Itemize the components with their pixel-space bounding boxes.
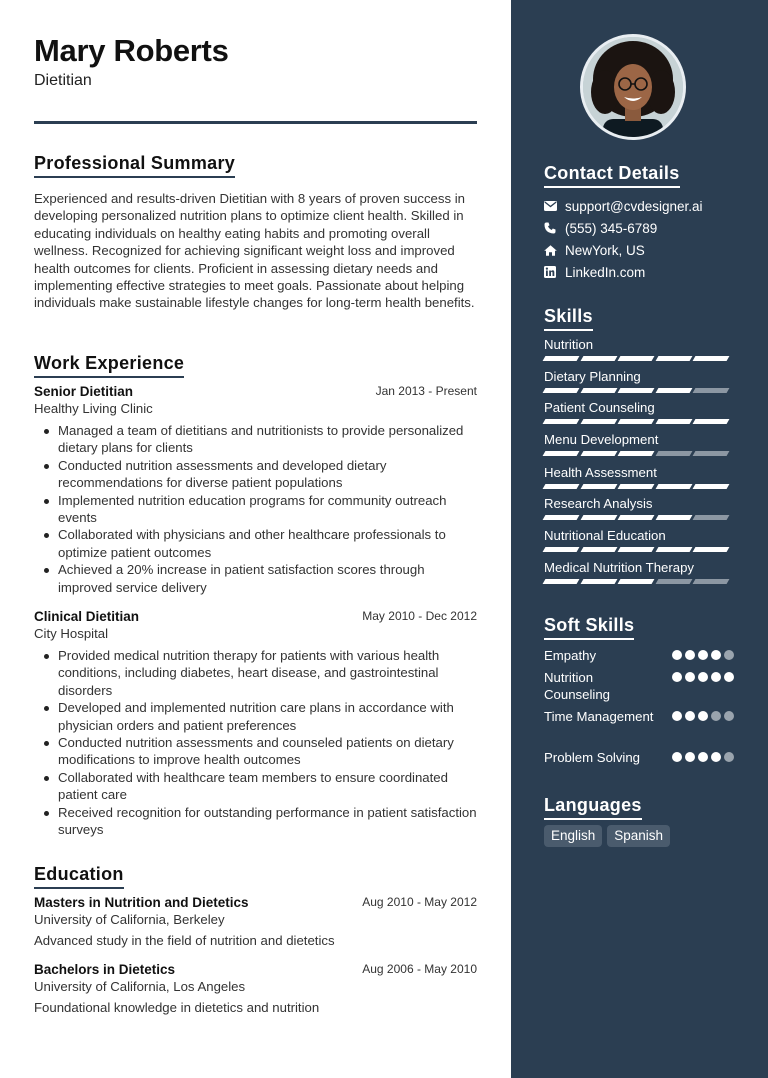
candidate-title: Dietitian xyxy=(34,72,92,89)
education-entry xyxy=(34,894,477,948)
rating-dot xyxy=(711,752,721,762)
list-item: Collaborated with healthcare team members to ensure coordinated patient care xyxy=(34,769,477,804)
skill-level-bar xyxy=(544,515,734,520)
skill-segment xyxy=(693,515,729,520)
skill-segment xyxy=(580,484,616,489)
skill-segment xyxy=(655,388,691,393)
skill-item xyxy=(544,337,734,361)
list-item: Developed and implemented nutrition care plans in accordance with physician orders and patient preferences xyxy=(34,699,477,734)
languages-heading: Languages xyxy=(544,795,642,820)
candidate-name: Mary Roberts xyxy=(34,33,229,68)
skill-level-bar xyxy=(544,451,734,456)
work-heading: Work Experience xyxy=(34,353,184,378)
rating-dot xyxy=(672,650,682,660)
job-bullets xyxy=(34,647,477,838)
skill-name: Menu Development xyxy=(544,432,659,447)
skill-segment xyxy=(618,388,654,393)
skill-item xyxy=(544,369,734,393)
skill-segment xyxy=(655,419,691,424)
skill-level-bar xyxy=(544,484,734,489)
skills-heading: Skills xyxy=(544,306,593,331)
skill-segment xyxy=(655,515,691,520)
soft-skill-item xyxy=(544,708,734,725)
soft-skill-name: Time Management xyxy=(544,709,654,724)
soft-skill-rating xyxy=(672,711,734,721)
skill-level-bar xyxy=(544,388,734,393)
rating-dot xyxy=(724,672,734,682)
envelope-icon xyxy=(544,201,565,211)
skill-segment xyxy=(618,515,654,520)
skill-level-bar xyxy=(544,547,734,552)
skill-segment xyxy=(618,579,654,584)
list-item: Managed a team of dietitians and nutritionists to provide personalized dietary plans for clients xyxy=(34,422,477,457)
skill-segment xyxy=(543,484,579,489)
skill-item xyxy=(544,432,734,456)
soft-skill-rating xyxy=(672,672,734,682)
languages-list xyxy=(544,825,670,847)
soft-skill-rating xyxy=(672,650,734,660)
list-item: Conducted nutrition assessments and counseled patients on dietary modifications to improve health outcomes xyxy=(34,734,477,769)
home-icon xyxy=(544,245,565,256)
soft-skill-name: Nutrition Counseling xyxy=(544,670,610,703)
rating-dot xyxy=(698,650,708,660)
education-date: Aug 2006 - May 2010 xyxy=(362,962,477,976)
rating-dot xyxy=(724,650,734,660)
rating-dot xyxy=(724,711,734,721)
soft-skill-item xyxy=(544,647,734,664)
school-name: University of California, Berkeley xyxy=(34,912,225,927)
skill-segment xyxy=(655,579,691,584)
soft-skill-name: Empathy xyxy=(544,648,597,663)
job-entry xyxy=(34,608,477,838)
list-item: Received recognition for outstanding performance in patient satisfaction surveys xyxy=(34,804,477,839)
rating-dot xyxy=(698,672,708,682)
skill-level-bar xyxy=(544,579,734,584)
contact-heading: Contact Details xyxy=(544,163,680,188)
list-item: Conducted nutrition assessments and developed dietary recommendations for diverse patient populations xyxy=(34,457,477,492)
profile-photo xyxy=(580,34,686,140)
skill-segment xyxy=(543,388,579,393)
education-description: Foundational knowledge in dietetics and nutrition xyxy=(34,1000,320,1015)
skill-segment xyxy=(693,579,729,584)
phone-text: (555) 345-6789 xyxy=(565,220,658,236)
skill-segment xyxy=(655,547,691,552)
skill-segment xyxy=(618,419,654,424)
skill-segment xyxy=(618,547,654,552)
skill-segment xyxy=(580,547,616,552)
skill-segment xyxy=(580,451,616,456)
job-employer: City Hospital xyxy=(34,626,109,641)
rating-dot xyxy=(711,650,721,660)
skill-name: Research Analysis xyxy=(544,496,653,511)
skill-segment xyxy=(693,484,729,489)
contact-list xyxy=(544,195,744,283)
skill-segment xyxy=(693,451,729,456)
skill-segment xyxy=(655,451,691,456)
skill-level-bar xyxy=(544,356,734,361)
soft-skill-name: Problem Solving xyxy=(544,750,641,765)
skill-segment xyxy=(693,388,729,393)
education-description: Advanced study in the field of nutrition and dietetics xyxy=(34,933,335,948)
contact-email[interactable] xyxy=(544,195,744,217)
degree-title: Masters in Nutrition and Dietetics xyxy=(34,895,249,910)
skill-segment xyxy=(543,547,579,552)
degree-title: Bachelors in Dietetics xyxy=(34,962,176,977)
skill-segment xyxy=(618,356,654,361)
rating-dot xyxy=(711,672,721,682)
skill-name: Patient Counseling xyxy=(544,400,655,415)
job-date: Jan 2013 - Present xyxy=(375,384,477,398)
rating-dot xyxy=(711,711,721,721)
skill-item xyxy=(544,465,734,489)
skill-segment xyxy=(693,547,729,552)
education-date: Aug 2010 - May 2012 xyxy=(362,895,477,909)
rating-dot xyxy=(672,672,682,682)
job-bullets xyxy=(34,422,477,596)
skill-name: Nutrition xyxy=(544,337,594,352)
skill-name: Nutritional Education xyxy=(544,528,666,543)
skill-segment xyxy=(655,484,691,489)
rating-dot xyxy=(698,711,708,721)
soft-skill-item xyxy=(544,749,734,766)
skill-segment xyxy=(655,356,691,361)
list-item: Achieved a 20% increase in patient satisfaction scores through improved service delivery xyxy=(34,561,477,596)
rating-dot xyxy=(698,752,708,762)
summary-text: Experienced and results-driven Dietitian with 8 years of proven success in developing personalized nutrition plans to optimize client health. Skilled in educating individuals on healthy eating habits and promoting overall wellness. Recognized for achieving significant weight loss and improved health outcomes for clients. Proficient in assessing dietary needs and implementing effective strategies to meet goals. Passionate about helping individuals make sustainable lifestyle changes for long-term health benefits. xyxy=(34,191,475,311)
skill-name: Health Assessment xyxy=(544,465,657,480)
skill-segment xyxy=(580,579,616,584)
skill-name: Medical Nutrition Therapy xyxy=(544,560,695,575)
job-title: Clinical Dietitian xyxy=(34,609,140,624)
rating-dot xyxy=(685,711,695,721)
skill-item xyxy=(544,560,734,584)
email-text: support@cvdesigner.ai xyxy=(565,198,703,214)
language-tag: Spanish xyxy=(607,825,670,847)
education-heading: Education xyxy=(34,864,124,889)
job-date: May 2010 - Dec 2012 xyxy=(362,609,477,623)
skill-item xyxy=(544,496,734,520)
phone-icon xyxy=(544,222,565,234)
skill-item xyxy=(544,528,734,552)
rating-dot xyxy=(724,752,734,762)
skill-segment xyxy=(543,419,579,424)
soft-skill-item xyxy=(544,669,734,704)
linkedin-text: LinkedIn.com xyxy=(565,264,646,280)
skill-segment xyxy=(580,515,616,520)
job-entry xyxy=(34,383,477,596)
job-title: Senior Dietitian xyxy=(34,384,134,399)
avatar-illustration xyxy=(583,37,683,137)
skill-segment xyxy=(618,451,654,456)
contact-linkedin[interactable] xyxy=(544,261,744,283)
contact-location xyxy=(544,239,744,261)
skill-segment xyxy=(543,451,579,456)
skill-segment xyxy=(580,388,616,393)
skill-segment xyxy=(543,579,579,584)
skill-level-bar xyxy=(544,419,734,424)
skill-item xyxy=(544,400,734,424)
rating-dot xyxy=(672,711,682,721)
skill-segment xyxy=(543,356,579,361)
list-item: Collaborated with physicians and other healthcare professionals to optimize patient outcomes xyxy=(34,526,477,561)
education-entry xyxy=(34,961,477,1015)
skill-segment xyxy=(580,356,616,361)
linkedin-icon xyxy=(544,266,565,278)
rating-dot xyxy=(685,672,695,682)
skill-segment xyxy=(693,356,729,361)
skill-segment xyxy=(618,484,654,489)
soft-skill-rating xyxy=(672,752,734,762)
header-divider xyxy=(34,121,477,124)
language-tag: English xyxy=(544,825,602,847)
list-item: Provided medical nutrition therapy for patients with various health conditions, including diabetes, heart disease, and gastrointestinal disorders xyxy=(34,647,477,699)
location-text: NewYork, US xyxy=(565,242,645,258)
list-item: Implemented nutrition education programs for community outreach events xyxy=(34,492,477,527)
rating-dot xyxy=(685,752,695,762)
soft-skills-heading: Soft Skills xyxy=(544,615,634,640)
skill-segment xyxy=(543,515,579,520)
summary-heading: Professional Summary xyxy=(34,153,235,178)
school-name: University of California, Los Angeles xyxy=(34,979,246,994)
skill-name: Dietary Planning xyxy=(544,369,641,384)
skill-segment xyxy=(580,419,616,424)
rating-dot xyxy=(685,650,695,660)
rating-dot xyxy=(672,752,682,762)
skill-segment xyxy=(693,419,729,424)
job-employer: Healthy Living Clinic xyxy=(34,401,153,416)
contact-phone[interactable] xyxy=(544,217,744,239)
